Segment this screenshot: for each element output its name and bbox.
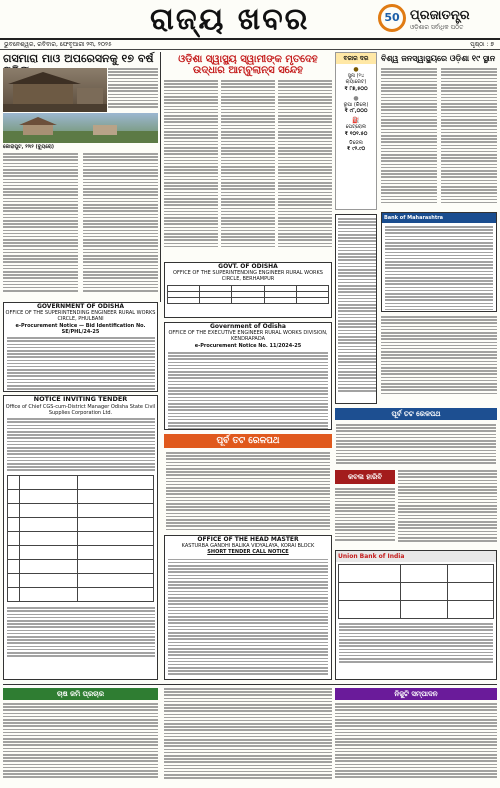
silver-label: ରୂପା (କିଲୋ) (343, 101, 369, 108)
photo-village (3, 113, 158, 143)
market-title: ବଜାର ଦର (336, 53, 376, 64)
banner-kabala: କବଳା ହାରିବି (335, 470, 395, 484)
kabala-text (335, 488, 395, 546)
banner-east-coast-railway-2: ପୂର୍ବ ତଟ ରେଳପଥ (335, 408, 497, 420)
tender3-title: Government of Odisha (210, 323, 286, 330)
dateline (0, 40, 500, 50)
masthead (0, 0, 500, 40)
page-section-title: ରାଜ୍ୟ ଖବର (150, 2, 310, 37)
bottom-center-text (164, 688, 332, 783)
hm-title: OFFICE OF THE HEAD MASTER (197, 536, 299, 543)
tender1-sub: OFFICE OF THE SUPERINTENDING ENGINEER RURAL WORKS CIRCLE, BERHAMPUR (173, 270, 323, 283)
market-rates-box (335, 52, 377, 210)
story-gasmara-byline: କୋରାପୁଟ, ୨୨ା୨ (ବ୍ୟୁରୋ) (3, 144, 55, 150)
right-notice-text (381, 316, 497, 396)
story-right-col1 (381, 68, 437, 208)
date-text: ଭୁବନେଶ୍ୱର, ରବିବାର, ଫେବୃଆରୀ ୨୩, ୨୦୨୫ (4, 41, 112, 48)
nit-sub: Office of Chief CGS-cum-District Manager Odisha State Civil Supplies Corporation Ltd. (5, 403, 156, 417)
silver-icon: ● (353, 94, 359, 102)
gold-label: ସୁନା (୨୪ କ୍ୟାରେଟ) (345, 73, 367, 86)
gold-value: ₹ ୮୭,୫୦୦ (344, 85, 368, 92)
bank-notice-table (335, 214, 377, 404)
tender-notice-phulbani (3, 302, 158, 392)
story-center-col1 (164, 80, 218, 260)
gold-icon: ● (353, 66, 359, 74)
bank-maharashtra-notice (381, 212, 497, 312)
bank-maharashtra-name: Bank of Maharashtra (382, 213, 496, 223)
nit-table (7, 475, 154, 602)
diesel-label: ଡିଜେଲ (348, 139, 363, 146)
story-gasmara-body-1 (3, 153, 78, 298)
banner-nijuti: ନିଜୁଟି ସମ୍ପାଦନ (335, 688, 497, 700)
railway-notice-text (166, 452, 330, 532)
hm-notice: SHORT TENDER CALL NOTICE (207, 549, 289, 556)
story-gasmara-body-2 (83, 153, 158, 298)
union-bank-notice (335, 550, 497, 680)
tender2-sub: OFFICE OF THE SUPERINTENDING ENGINEER RURAL WORKS CIRCLE, PHULBANI (5, 310, 156, 323)
union-bank-name: Union Bank of India (336, 551, 496, 562)
anniversary-logo-icon: 50 (378, 4, 406, 32)
petrol-value: ₹ ୧୦୧.୫୦ (344, 130, 368, 137)
silver-value: ₹ ୯୮,୦୦୦ (344, 108, 368, 115)
nit-title: NOTICE INVITING TENDER (33, 395, 128, 403)
banner-east-coast-railway: ପୂର୍ବ ତଟ ରେଳପଥ (164, 434, 332, 448)
hm-sub: KASTURBA GANDHI BALIKA VIDYALAYA, KORAI BLOCK (181, 543, 315, 550)
bottom-right-text (335, 703, 497, 783)
right-notice-text-2 (398, 470, 497, 546)
tender3-notice: e-Procurement Notice No. 11/2024-25 (194, 342, 302, 349)
head-master-notice (164, 535, 332, 680)
story-center-col3 (278, 80, 332, 260)
newspaper-tagline: ଓଡ଼ିଶାର ସର୍ବାଧିକ ପଠିତ (410, 24, 464, 31)
tender-notice-odisha-1 (164, 262, 332, 318)
newspaper-name: ପ୍ରଜାତନ୍ତ୍ର (410, 8, 470, 23)
right-railway-text (336, 424, 496, 466)
headline-right: ବିଶ୍ୱ ଜନସ୍ୱାସ୍ଥ୍ୟରେ ଓଡ଼ିଶା ୧୯ ସ୍ଥାନ (381, 53, 496, 63)
union-bank-table (338, 564, 494, 619)
tender2-lines: e-Procurement Notice — Bid Identification No. SE/PHL/24-25 (15, 322, 146, 335)
page-number: ପୃଷ୍ଠା : ୭ (470, 41, 494, 48)
headline-center: ଓଡ଼ିଶା ସ୍ୱାସ୍ଥ୍ୟ ସ୍ୱାମୀଙ୍କ ମୃତଦେହ ଉଦ୍ଧାର ଆମ୍ବୁଲାନ୍ସ ସନ୍ଦେହ (178, 54, 318, 76)
banner-agri: ଚାଷ ଜମି ପ୍ରଚାର (3, 688, 158, 700)
story-center-col2 (221, 80, 275, 260)
diesel-value: ₹ ୯୨.୯୦ (346, 146, 366, 153)
photo-house-rubble (3, 68, 107, 112)
fuel-icon: ⛽ (352, 117, 360, 125)
tender1-table (167, 285, 329, 304)
tender2-title: GOVERNMENT OF ODISHA (36, 303, 125, 310)
tender1-title: GOVT. OF ODISHA (218, 263, 278, 270)
story-gasmara-col1 (108, 68, 158, 112)
story-right-col2 (441, 68, 497, 208)
headline-gasmara: ଗସମାରା ମାଓ ଅପରେସନକୁ ୧୭ ବର୍ଷ (3, 52, 154, 65)
bottom-rule (3, 684, 497, 685)
bottom-left-text (3, 703, 158, 783)
notice-inviting-tender (3, 395, 158, 680)
column-rule (160, 52, 161, 302)
tender-notice-kendrapada (164, 322, 332, 430)
petrol-label: ପେଟ୍ରୋଲ (345, 124, 367, 131)
tender3-sub: OFFICE OF THE EXECUTIVE ENGINEER RURAL WORKS DIVISION, KENDRAPADA (168, 330, 328, 343)
